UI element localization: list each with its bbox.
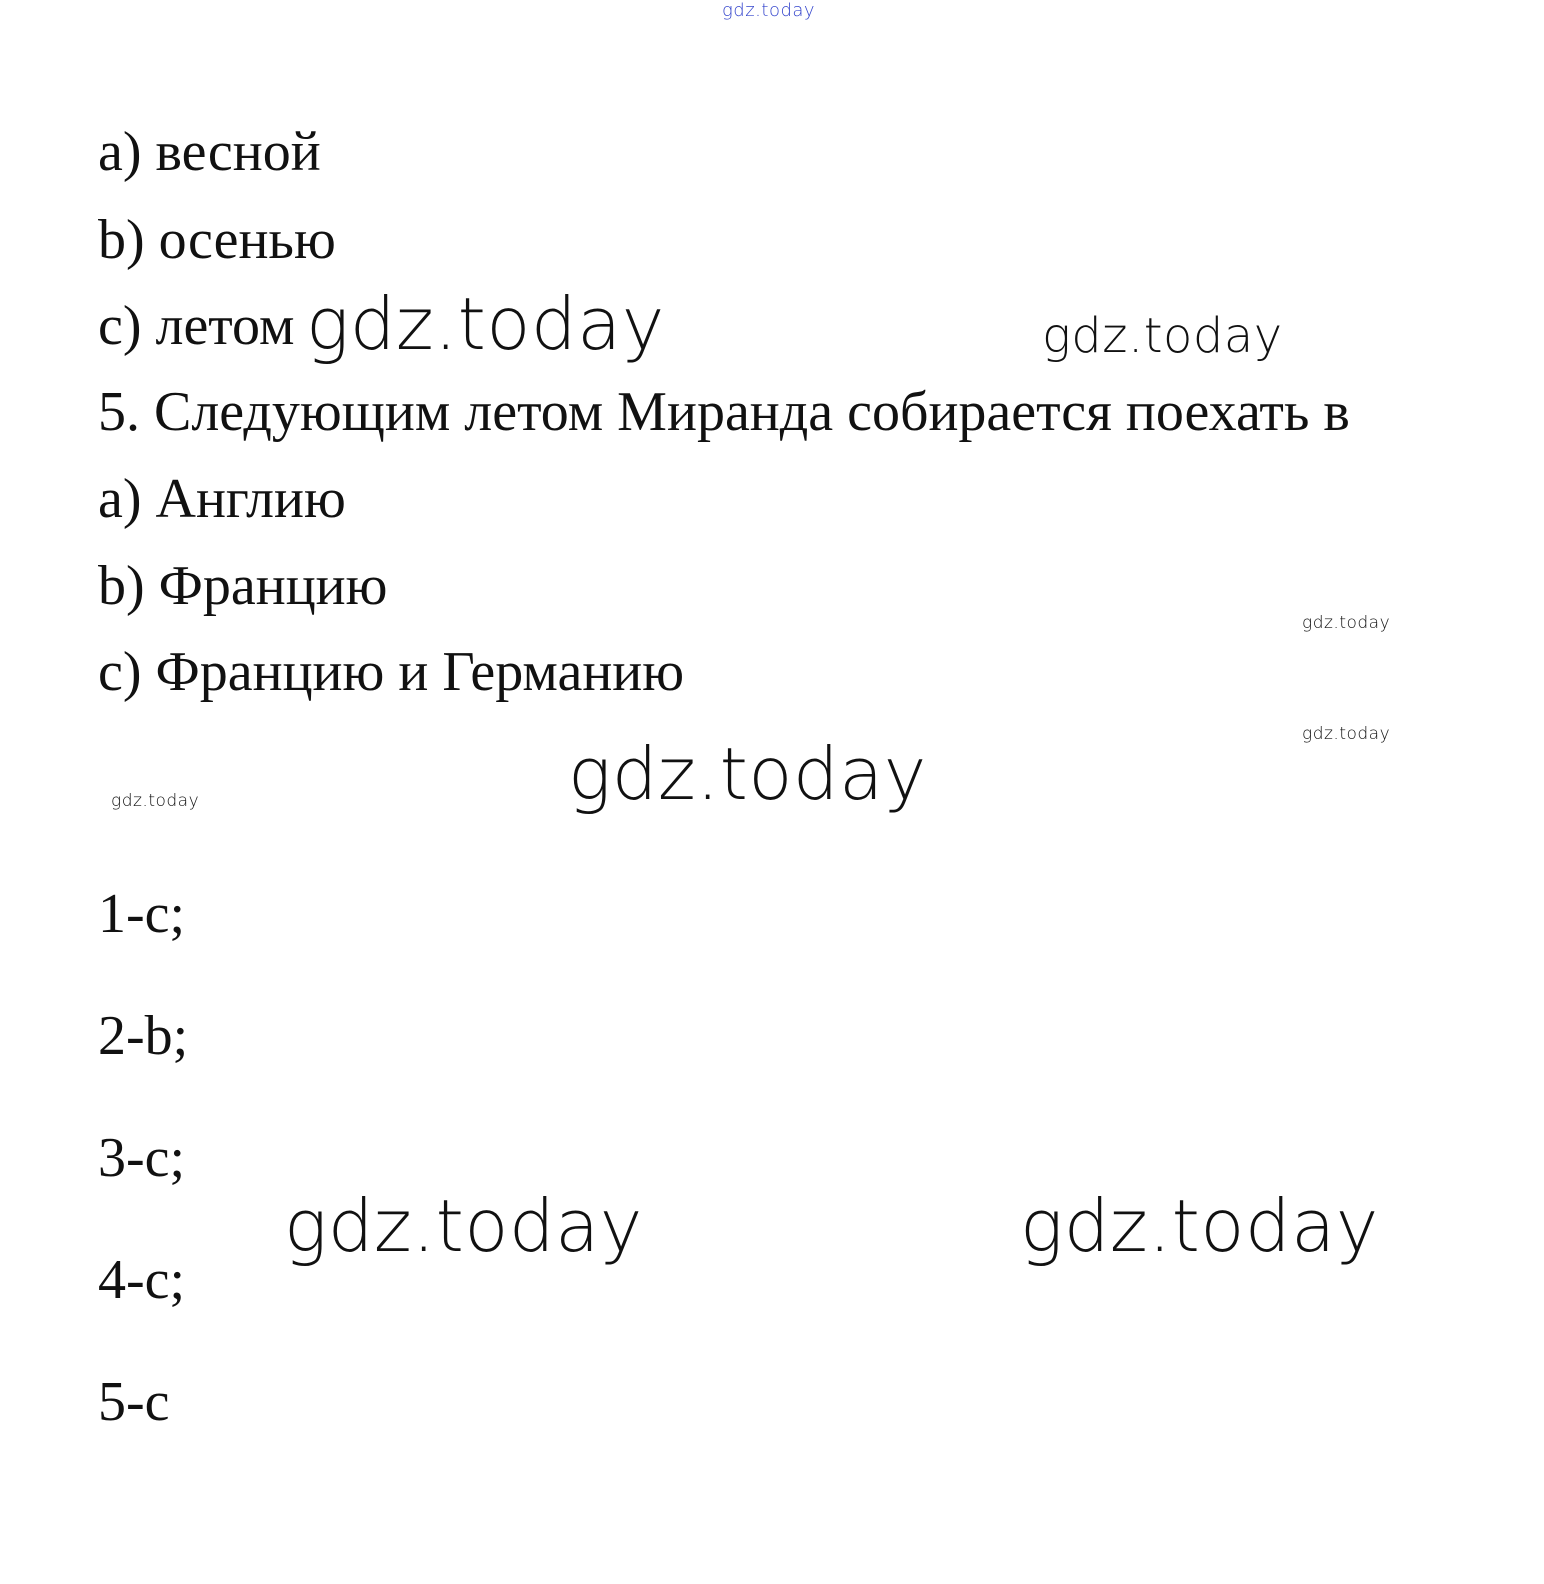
q5-prompt: 5. Следующим летом Миранда собирается поехать в: [98, 381, 1350, 443]
answer-5: 5-c: [98, 1371, 170, 1433]
watermark-small-3: gdz.today: [111, 791, 200, 811]
q4-option-c: c) летом: [98, 295, 295, 357]
watermark-large-3: gdz.today: [284, 1184, 643, 1268]
q5-option-c: c) Францию и Германию: [98, 641, 685, 703]
watermark-large-2: gdz.today: [568, 732, 927, 816]
watermark-large-4: gdz.today: [1020, 1184, 1379, 1268]
answer-2: 2-b;: [98, 1005, 189, 1067]
watermark-small-2: gdz.today: [1302, 724, 1391, 744]
q5-option-a: a) Англию: [98, 468, 346, 530]
answer-3: 3-c;: [98, 1127, 186, 1189]
watermark-small-1: gdz.today: [1302, 613, 1391, 633]
q5-option-b: b) Францию: [98, 555, 388, 617]
watermark-large-1: gdz.today: [306, 282, 665, 366]
watermark-medium-1: gdz.today: [1042, 308, 1283, 364]
answer-1: 1-c;: [98, 883, 186, 945]
answer-4: 4-c;: [98, 1249, 186, 1311]
q4-option-b: b) осенью: [98, 209, 336, 271]
watermark-top: gdz.today: [722, 0, 816, 21]
q4-option-a: a) весной: [98, 121, 321, 183]
